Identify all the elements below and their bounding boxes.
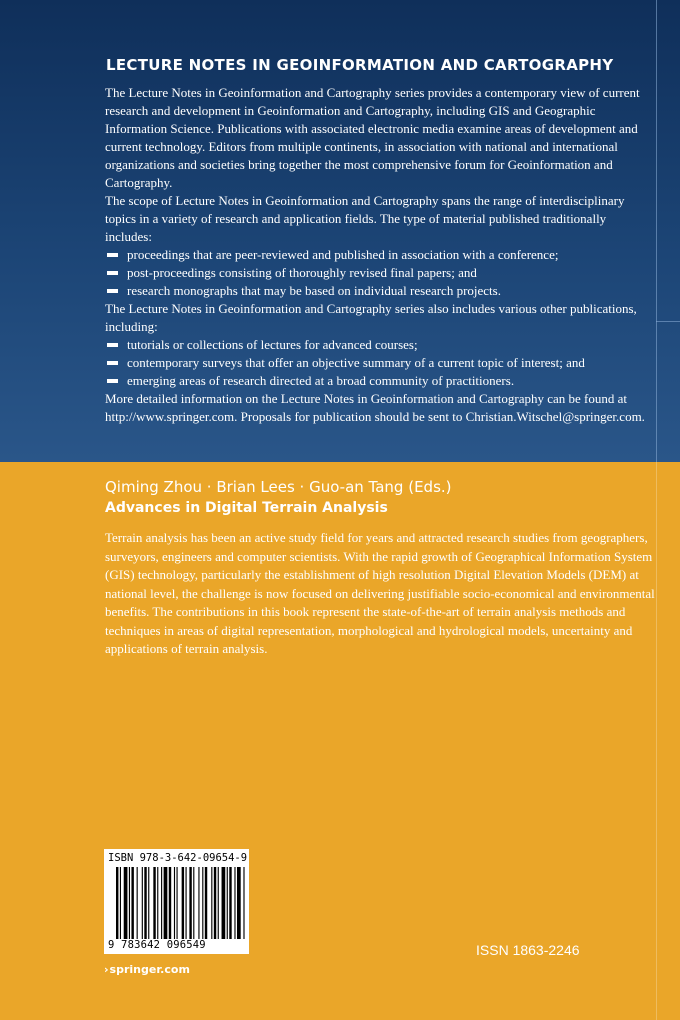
barcode-digits: 9 783642 096549 bbox=[108, 939, 206, 951]
series-paragraph-2: The scope of Lecture Notes in Geoinformation and Cartography spans the range of interdisciplinary topics in a variety of research and application fields. The type of material published traditionally includes: bbox=[105, 193, 625, 244]
list-item-text: emerging areas of research directed at a broad community of practitioners. bbox=[127, 373, 515, 388]
issn: ISSN 1863-2246 bbox=[476, 942, 580, 958]
list-item-text: proceedings that are peer-reviewed and published in association with a conference; bbox=[127, 247, 559, 262]
spine-edge-line-lower bbox=[656, 462, 657, 1020]
bullet-dash-icon bbox=[107, 271, 118, 275]
list-item bbox=[105, 264, 653, 282]
list-item-text: contemporary surveys that offer an objective summary of a current topic of interest; and bbox=[127, 355, 585, 370]
list-item bbox=[105, 246, 653, 264]
bullet-dash-icon bbox=[107, 379, 118, 383]
book-editors: Qiming Zhou · Brian Lees · Guo-an Tang (Eds.) bbox=[105, 478, 452, 496]
series-panel bbox=[0, 0, 680, 462]
isbn-label: ISBN 978-3-642-09654-9 bbox=[108, 852, 248, 864]
publisher-link[interactable] bbox=[104, 963, 190, 976]
list-item bbox=[105, 336, 653, 354]
series-list-1 bbox=[105, 246, 653, 300]
barcode bbox=[104, 849, 249, 954]
list-item bbox=[105, 372, 653, 390]
book-title: Advances in Digital Terrain Analysis bbox=[105, 500, 388, 516]
series-description bbox=[105, 84, 653, 426]
book-description: Terrain analysis has been an active study field for years and attracted research studies from geographers, surveyors, engineers and computer scientists. With the rapid growth of Geographical Information System (GIS) technology, particularly the establishment of high resolution Digital Elevation Models (DEM) at national level, the challenge is now focused on delivering justifiable socio-economical and environmental benefits. The contributions in this book represent the state-of-the-art of terrain analysis methods and techniques in areas of digital representation, morphological and hydrological models, uncertainty and applications of terrain analysis. bbox=[105, 530, 655, 656]
series-title: LECTURE NOTES IN GEOINFORMATION AND CARTOGRAPHY bbox=[106, 56, 614, 74]
bullet-dash-icon bbox=[107, 361, 118, 365]
list-item-text: post-proceedings consisting of thoroughly revised final papers; and bbox=[127, 265, 477, 280]
list-item-text: tutorials or collections of lectures for advanced courses; bbox=[127, 337, 418, 352]
publisher-link-text: springer.com bbox=[109, 963, 190, 976]
bullet-dash-icon bbox=[107, 343, 118, 347]
series-paragraph-1: The Lecture Notes in Geoinformation and Cartography series provides a contemporary view of current research and development in Geoinformation and Cartography, including GIS and Geographic Information Science. Publications with associated electronic media examine areas of development and current technology. Editors from multiple continents, in association with national and international organizations and societies bring together the most comprehensive forum for Geoinformation and Cartography. bbox=[105, 85, 640, 190]
list-item-text: research monographs that may be based on individual research projects. bbox=[127, 283, 501, 298]
list-item bbox=[105, 354, 653, 372]
series-list-2 bbox=[105, 336, 653, 390]
series-paragraph-4: More detailed information on the Lecture Notes in Geoinformation and Cartography can be found at http://www.springer.com. Proposals for publication should be sent to Christian.Witschel@springer.com. bbox=[105, 391, 645, 424]
series-paragraph-3: The Lecture Notes in Geoinformation and Cartography series also includes various other publications, including: bbox=[105, 301, 637, 334]
chevron-right-icon: › bbox=[104, 963, 109, 976]
spine-edge-line bbox=[656, 0, 657, 462]
bullet-dash-icon bbox=[107, 253, 118, 257]
list-item bbox=[105, 282, 653, 300]
bullet-dash-icon bbox=[107, 289, 118, 293]
spine-edge-tick bbox=[656, 321, 680, 322]
barcode-bars-icon bbox=[116, 867, 246, 939]
